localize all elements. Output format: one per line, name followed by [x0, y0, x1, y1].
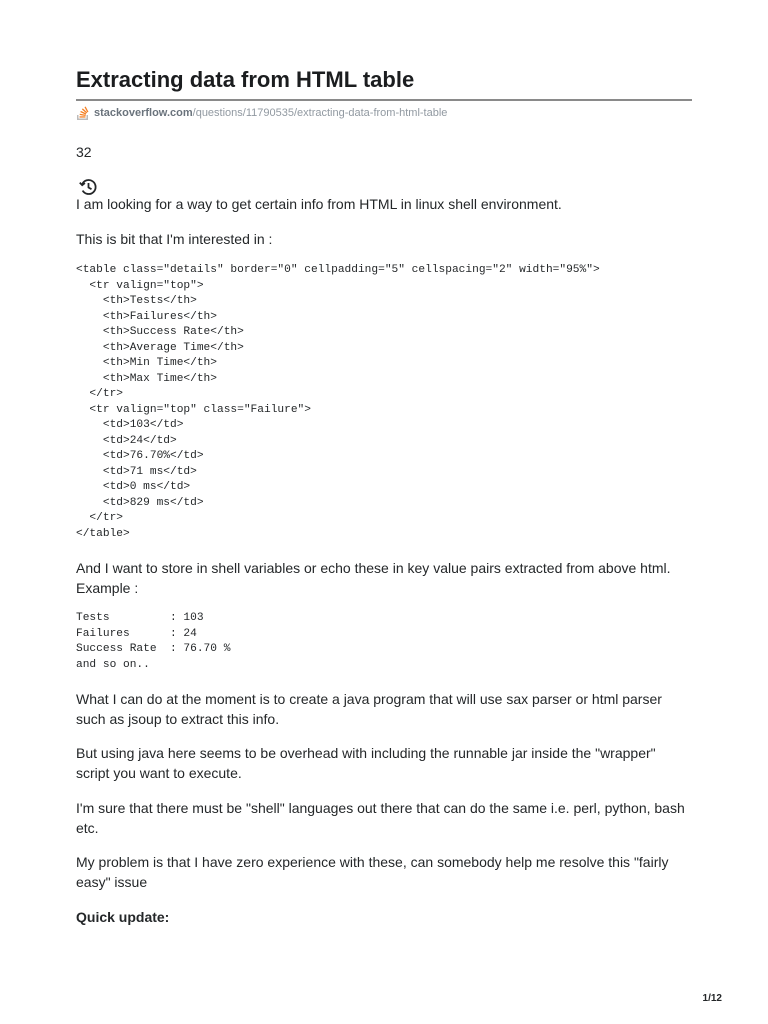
question-paragraph: I am looking for a way to get certain info from HTML in linux shell environment.: [76, 196, 562, 212]
stackoverflow-icon: [76, 106, 89, 120]
page-title: Extracting data from HTML table: [76, 64, 692, 101]
question-paragraph: What I can do at the moment is to create a java program that will use sax parser or html parser such as jsoup to extract this info.: [76, 691, 662, 727]
question-paragraph: And I want to store in shell variables or echo these in key value pairs extracted from above html. Example :: [76, 560, 671, 596]
code-block-html: <table class="details" border="0" cellpadding="5" cellspacing="2" width="95%"> <tr valign="top"> <th>Tests</th> <th>Failures</th> <th>Success Rate</th> <th>Average Time</th> <th>Min Time</th> <th>Max Time</th> </tr> <tr valign="top" class="Failure"> <td>103</td> <td>24</td> <td>76.70%</td> <td>71 ms</td> <td>0 ms</td> <td>829 ms</td> </tr> </table>: [76, 264, 600, 540]
quick-update-heading: Quick update:: [76, 909, 170, 925]
page-number: 1/12: [702, 993, 722, 1004]
question-paragraph: My problem is that I have zero experience with these, can somebody help me resolve this "fairly easy" issue: [76, 854, 669, 890]
vote-count: 32: [76, 144, 92, 160]
source-path[interactable]: /questions/11790535/extracting-data-from-html-table: [192, 107, 448, 119]
code-block-example: Tests : 103 Failures : 24 Success Rate : 76.70 % and so on..: [76, 612, 231, 671]
question-paragraph: But using java here seems to be overhead with including the runnable jar inside the "wrapper" script you want to execute.: [76, 745, 656, 781]
source-link[interactable]: [76, 106, 447, 120]
question-paragraph: This is bit that I'm interested in :: [76, 231, 273, 247]
source-host[interactable]: stackoverflow.com: [94, 107, 193, 119]
question-paragraph: I'm sure that there must be "shell" languages out there that can do the same i.e. perl, python, bash etc.: [76, 800, 685, 836]
